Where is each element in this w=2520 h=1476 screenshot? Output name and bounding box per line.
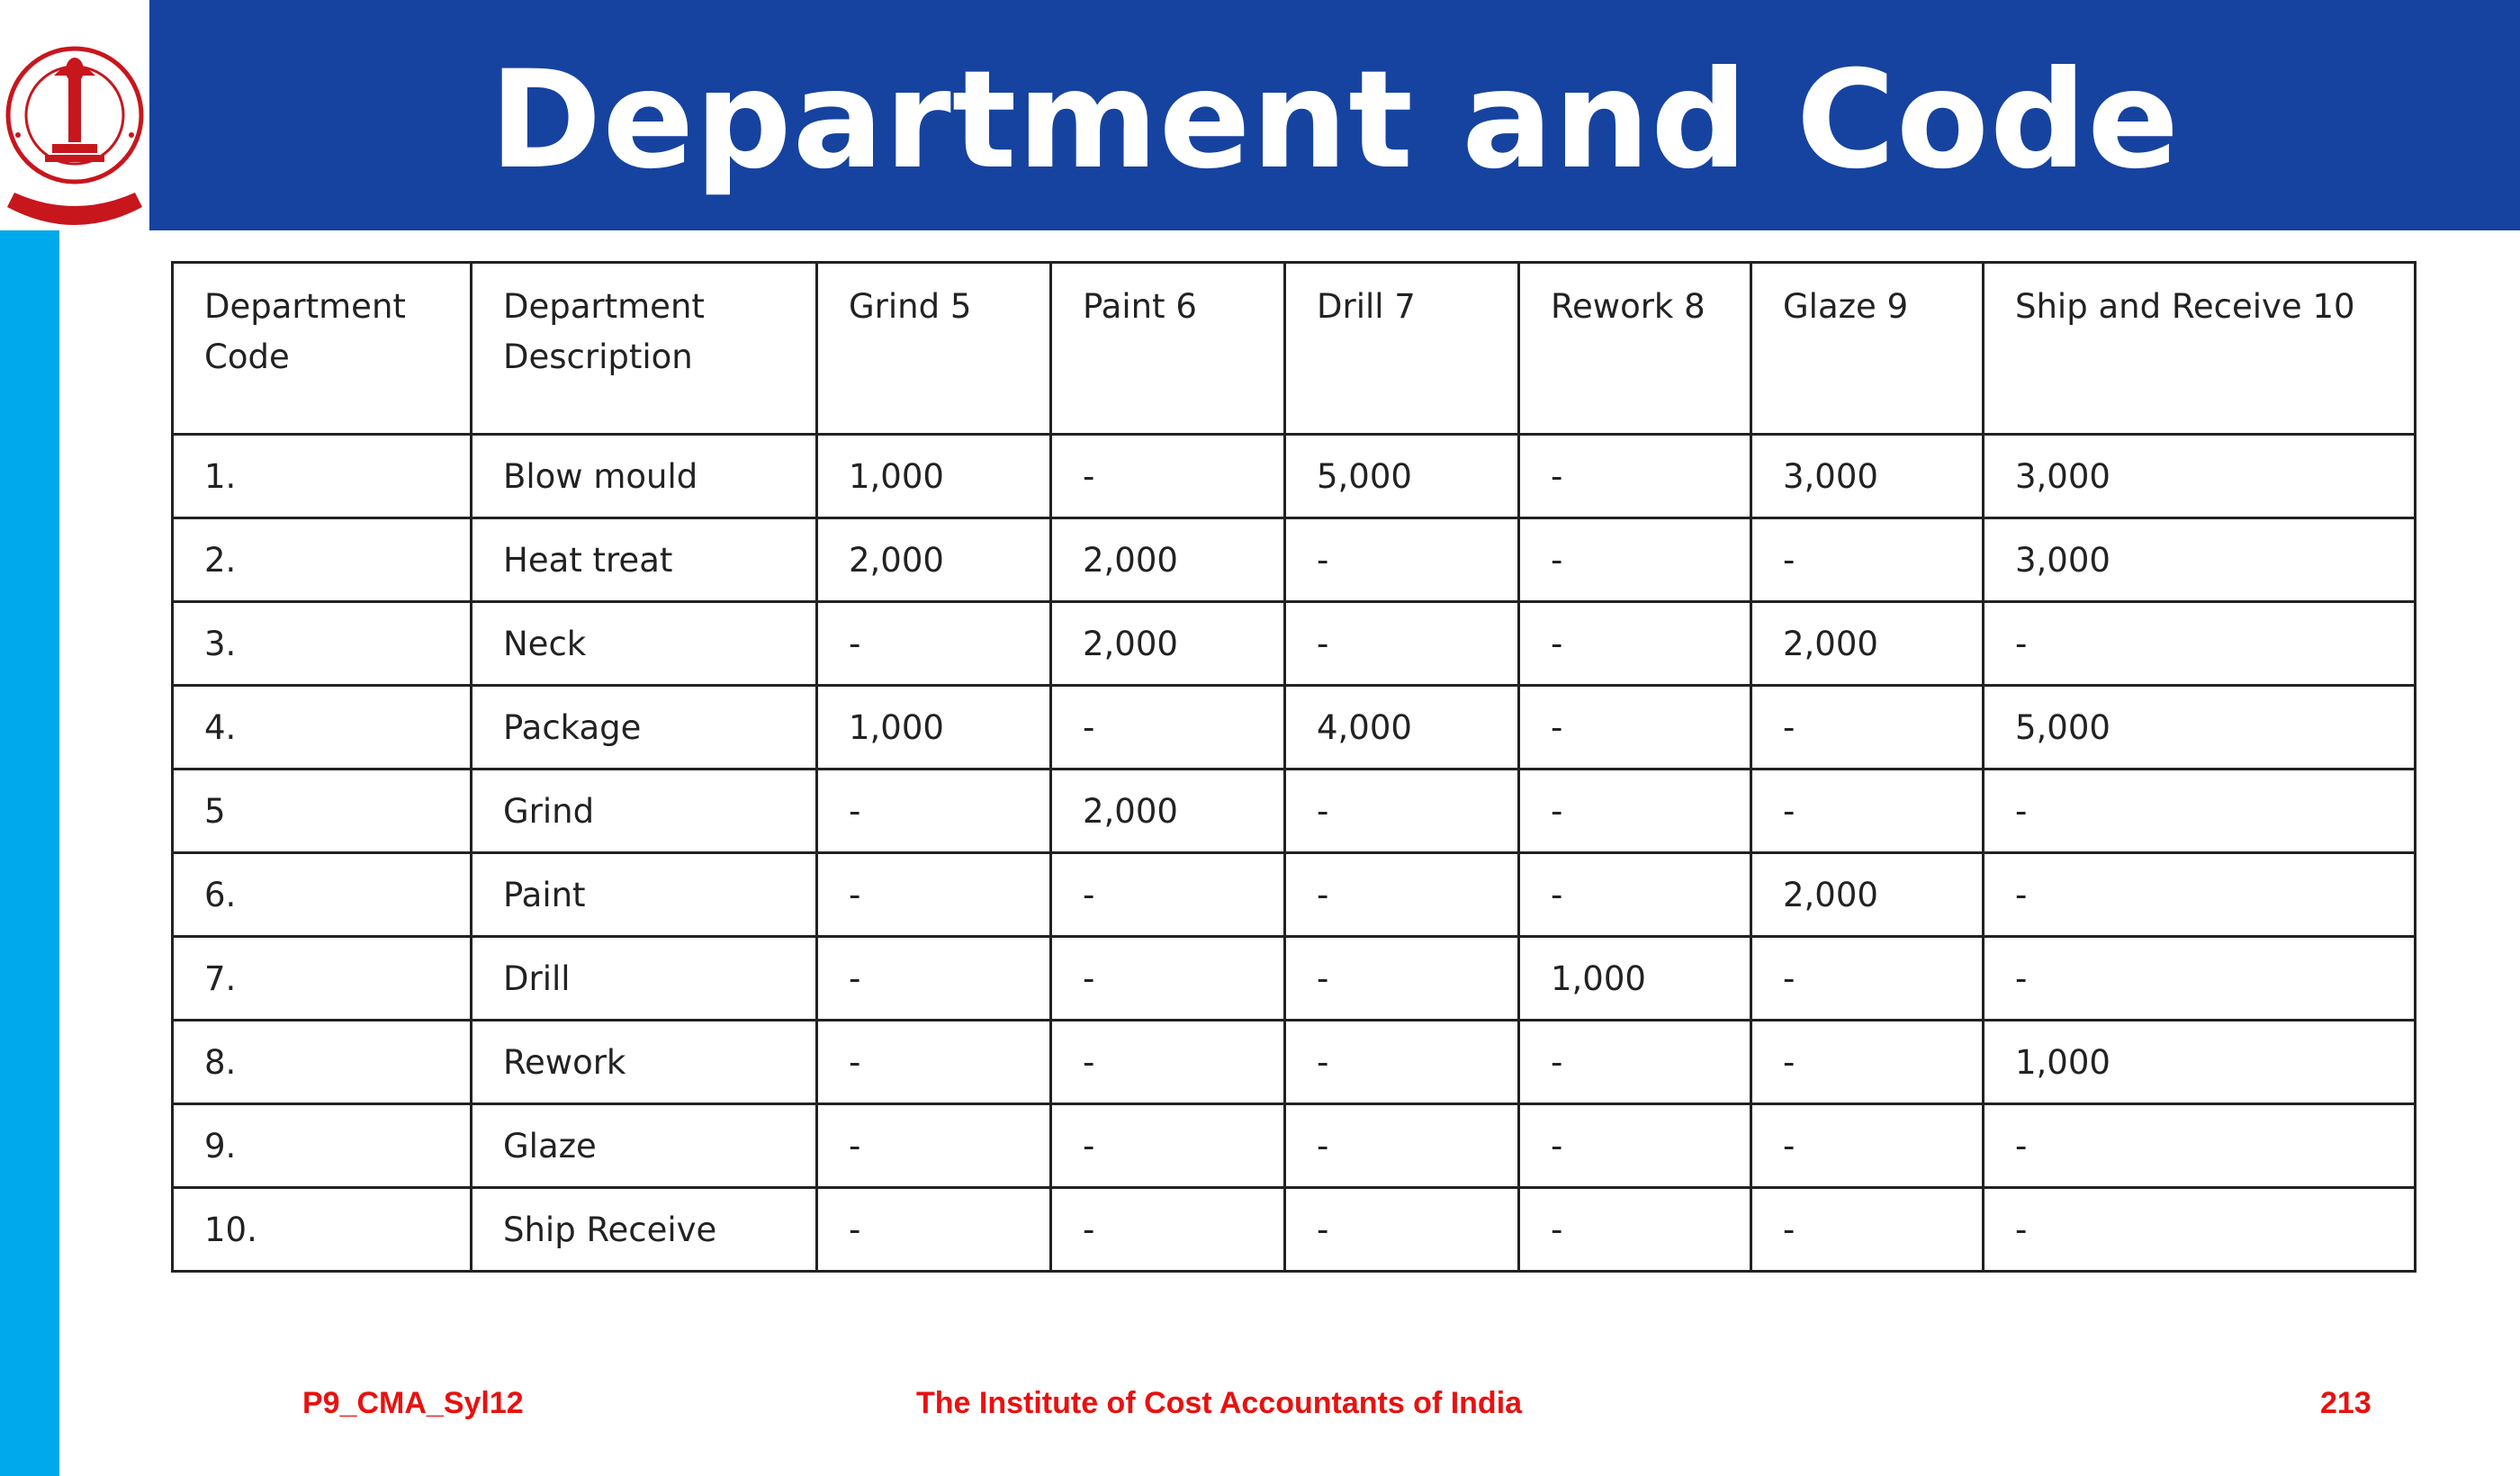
table-cell: Glaze xyxy=(472,1104,817,1188)
department-code-table xyxy=(171,261,2414,1273)
header-cell: Department Code xyxy=(173,263,472,435)
footer-page-number: 213 xyxy=(2320,1386,2372,1420)
table-cell: 8. xyxy=(173,1021,472,1104)
table-row xyxy=(173,1104,2416,1188)
table-cell: 5 xyxy=(173,770,472,853)
table-cell: 2,000 xyxy=(1051,602,1285,686)
table-cell: - xyxy=(1285,770,1519,853)
table-cell: - xyxy=(1984,1188,2416,1272)
header-cell: Grind 5 xyxy=(817,263,1051,435)
table-cell: - xyxy=(817,1188,1051,1272)
table-cell: - xyxy=(1519,1188,1751,1272)
table-row xyxy=(173,518,2416,602)
table-cell: 10. xyxy=(173,1188,472,1272)
table-cell: - xyxy=(1519,686,1751,770)
table-cell: 9. xyxy=(173,1104,472,1188)
left-accent-stripe xyxy=(0,230,59,1476)
table-cell: 4,000 xyxy=(1285,686,1519,770)
table-cell: - xyxy=(1285,518,1519,602)
table-cell: 1,000 xyxy=(1519,937,1751,1021)
header-cell: Rework 8 xyxy=(1519,263,1751,435)
table-cell: - xyxy=(1051,686,1285,770)
table-cell: - xyxy=(817,937,1051,1021)
table-cell: 1,000 xyxy=(817,686,1051,770)
table-row xyxy=(173,853,2416,937)
table-row xyxy=(173,602,2416,686)
institute-seal-icon xyxy=(0,0,149,230)
table-cell: - xyxy=(1519,518,1751,602)
table-cell: 1,000 xyxy=(817,435,1051,518)
table-cell: - xyxy=(1519,435,1751,518)
table-cell: 2,000 xyxy=(1751,853,1984,937)
table-cell: - xyxy=(1051,1104,1285,1188)
table-cell: Package xyxy=(472,686,817,770)
table-cell: - xyxy=(1519,853,1751,937)
header-cell: Glaze 9 xyxy=(1751,263,1984,435)
table-cell: - xyxy=(1751,1188,1984,1272)
header-cell: Ship and Receive 10 xyxy=(1984,263,2416,435)
table-cell: 2. xyxy=(173,518,472,602)
table-cell: - xyxy=(1051,937,1285,1021)
table-cell: - xyxy=(1519,602,1751,686)
table-row xyxy=(173,686,2416,770)
table-cell: Rework xyxy=(472,1021,817,1104)
table-cell: - xyxy=(817,853,1051,937)
table-cell: - xyxy=(1519,1104,1751,1188)
table-cell: - xyxy=(1984,1104,2416,1188)
table-cell: Drill xyxy=(472,937,817,1021)
table-cell: 2,000 xyxy=(1051,518,1285,602)
table-cell: 4. xyxy=(173,686,472,770)
table-cell: 2,000 xyxy=(1751,602,1984,686)
table-cell: - xyxy=(1751,1021,1984,1104)
table-cell: - xyxy=(1984,937,2416,1021)
table-cell: - xyxy=(1051,853,1285,937)
table-cell: - xyxy=(1751,937,1984,1021)
footer-course-code: P9_CMA_Syl12 xyxy=(302,1386,524,1420)
table-row xyxy=(173,1188,2416,1272)
table-row xyxy=(173,770,2416,853)
table-cell: 1. xyxy=(173,435,472,518)
table-cell: - xyxy=(817,602,1051,686)
table-cell: - xyxy=(1285,937,1519,1021)
table-cell: - xyxy=(1751,518,1984,602)
table-row xyxy=(173,1021,2416,1104)
table-cell: - xyxy=(1051,435,1285,518)
header-cell: Department Description xyxy=(472,263,817,435)
table-cell: 7. xyxy=(173,937,472,1021)
table-cell: Blow mould xyxy=(472,435,817,518)
table-cell: - xyxy=(1984,770,2416,853)
table-cell: 5,000 xyxy=(1984,686,2416,770)
table-cell: Neck xyxy=(472,602,817,686)
table-cell: - xyxy=(817,770,1051,853)
table-cell: - xyxy=(1051,1188,1285,1272)
header-cell: Drill 7 xyxy=(1285,263,1519,435)
table-cell: - xyxy=(1285,602,1519,686)
table-cell: 3,000 xyxy=(1984,435,2416,518)
table-cell: Ship Receive xyxy=(472,1188,817,1272)
table-cell: 2,000 xyxy=(817,518,1051,602)
table-cell: 5,000 xyxy=(1285,435,1519,518)
table-cell: - xyxy=(1285,1104,1519,1188)
table-cell: - xyxy=(1285,853,1519,937)
table-cell: - xyxy=(1519,770,1751,853)
table-cell: Grind xyxy=(472,770,817,853)
page-title: Department and Code xyxy=(489,42,2181,199)
table-cell: 3,000 xyxy=(1984,518,2416,602)
institute-logo xyxy=(0,0,149,230)
table-cell: 6. xyxy=(173,853,472,937)
table-cell: - xyxy=(1519,1021,1751,1104)
table-cell: - xyxy=(1051,1021,1285,1104)
table-cell: Heat treat xyxy=(472,518,817,602)
table-cell: - xyxy=(817,1021,1051,1104)
table-row xyxy=(173,435,2416,518)
table-cell: 2,000 xyxy=(1051,770,1285,853)
table-header-row xyxy=(173,263,2416,435)
footer-institute-name: The Institute of Cost Accountants of India xyxy=(916,1386,1523,1420)
table-cell: Paint xyxy=(472,853,817,937)
header-cell: Paint 6 xyxy=(1051,263,1285,435)
table-cell: - xyxy=(1984,602,2416,686)
table-cell: - xyxy=(1984,853,2416,937)
table-cell: - xyxy=(1285,1188,1519,1272)
table-row xyxy=(173,937,2416,1021)
table-cell: 3,000 xyxy=(1751,435,1984,518)
table-cell: - xyxy=(1751,770,1984,853)
table-cell: 1,000 xyxy=(1984,1021,2416,1104)
table-cell: - xyxy=(817,1104,1051,1188)
table-cell: - xyxy=(1751,1104,1984,1188)
table-cell: 3. xyxy=(173,602,472,686)
table-cell: - xyxy=(1285,1021,1519,1104)
table-cell: - xyxy=(1751,686,1984,770)
